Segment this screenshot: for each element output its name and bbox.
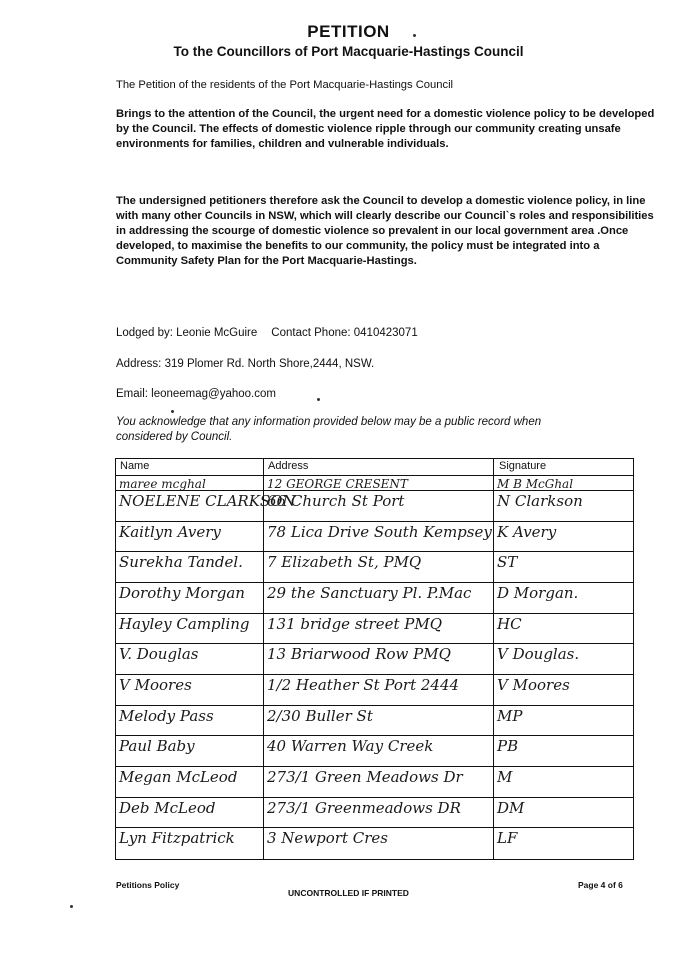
signer-address: 3 Newport Cres [267,829,388,848]
column-header-name: Name [120,460,150,472]
table-row [116,643,633,674]
signer-name: NOELENE CLARKSON [119,492,296,510]
signer-signature: M B McGhal [497,477,574,491]
table-row [116,613,633,644]
signer-name: Melody Pass [119,706,214,725]
signer-address: 273/1 Greenmeadows DR [267,798,461,817]
signer-name: Lyn Fitzpatrick [119,829,235,848]
table-row [116,551,633,582]
signer-signature: PB [497,737,519,756]
scan-speck [171,410,174,413]
signer-signature: D Morgan. [497,584,579,602]
petition-paragraph-1: Brings to the attention of the Council, the urgent need for a domestic violence policy to be developed by the Council. The effects of domestic violence ripple through our community creating unsafe environments for families, children and vulnerable individuals. [116,108,655,150]
signer-address: 12 GEORGE CRESENT [267,477,408,491]
scan-speck [413,34,416,37]
table-row [116,521,633,552]
signer-signature: DM [497,798,525,817]
signer-signature: K Avery [497,522,557,541]
footer-page-number: Page 4 of 6 [578,880,623,890]
petition-paragraph-2: The undersigned petitioners therefore ask the Council to develop a domestic violence policy, in line with many other Councils in NSW, which will clearly describe our Council`s roles and responsibilities in addressing the scourge of domestic violence so prevalent in our local government area .Once developed, to maximise the benefits to our community, the policy must be integrated into a Community Safety Plan for the Port Macquarie-Hastings. [116,195,654,267]
page-subtitle: To the Councillors of Port Macquarie-Hastings Council [173,44,524,59]
contact-email: Email: leoneemag@yahoo.com [116,388,276,400]
table-row [116,827,633,858]
signer-name: Deb McLeod [119,798,216,817]
signer-signature: MP [497,706,523,725]
column-header-signature: Signature [499,460,547,472]
signer-name: Hayley Campling [119,614,250,633]
signer-signature: M [497,768,513,786]
footer-policy: Petitions Policy [116,880,180,890]
acknowledgement-text: You acknowledge that any information provided below may be a public record when considered by Council. [116,416,542,443]
signer-signature: V Moores [497,676,570,694]
table-row [116,797,633,828]
table-row [116,476,633,490]
signer-signature: ST [497,553,518,572]
signer-name: Kaitlyn Avery [119,522,221,541]
signer-address: 1/2 Heather St Port 2444 [267,676,460,694]
scan-speck [70,905,73,908]
signer-signature: N Clarkson [497,492,583,510]
signer-address: 13 Briarwood Row PMQ [267,645,451,664]
column-header-address: Address [268,460,309,472]
signer-address: 273/1 Green Meadows Dr [267,768,463,786]
signer-name: Megan McLeod [119,768,238,786]
table-row [116,674,633,705]
signer-name: Surekha Tandel. [119,553,243,572]
table-row [116,490,633,521]
signer-address: 78 Lica Drive South Kempsey [267,522,492,541]
signer-name: V. Douglas [119,645,199,664]
table-row [116,582,633,613]
contact-phone: Contact Phone: 0410423071 [271,327,418,339]
table-row [116,735,633,766]
intro-text: The Petition of the residents of the Port Macquarie-Hastings Council [116,79,454,91]
signer-name: Dorothy Morgan [119,584,245,602]
signature-table [115,458,634,860]
page-title: PETITION [307,22,390,41]
signer-signature: V Douglas. [497,645,580,664]
signer-signature: LF [497,829,518,848]
table-row [116,705,633,736]
scan-speck [317,398,320,401]
footer-uncontrolled: UNCONTROLLED IF PRINTED [288,888,409,898]
signer-address: 66 Church St Port [267,492,405,510]
signer-address: 2/30 Buller St [267,706,373,725]
table-row [116,766,633,797]
signer-name: V Moores [119,676,192,694]
lodged-by: Lodged by: Leonie McGuire [116,327,258,339]
signer-address: 7 Elizabeth St, PMQ [267,553,422,572]
signer-name: maree mcghal [119,477,206,491]
contact-address: Address: 319 Plomer Rd. North Shore,2444, NSW. [116,358,375,370]
signer-signature: HC [497,614,522,633]
signer-name: Paul Baby [119,737,195,756]
lodged-by-line [116,327,418,339]
signer-address: 131 bridge street PMQ [267,614,443,633]
signer-address: 29 the Sanctuary Pl. P.Mac [267,584,472,602]
signer-address: 40 Warren Way Creek [267,737,434,756]
